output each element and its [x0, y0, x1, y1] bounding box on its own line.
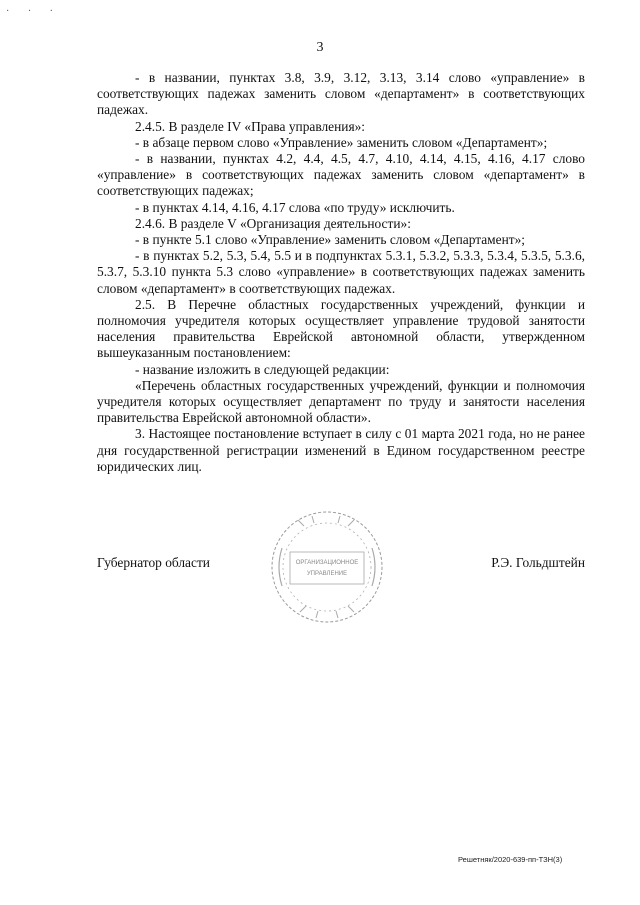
official-seal-stamp	[268, 508, 386, 626]
paragraph: - в пункте 5.1 слово «Управление» заменить словом «Департамент»;	[135, 232, 526, 248]
paragraph: 2.4.5. В разделе IV «Права управления»:	[135, 118, 366, 134]
paragraph: «Перечень областных государственных учреждений, функции и полномочия учредителя которых осуществляет департамент по труду и занятости населения правительства Еврейской автономной области».	[97, 377, 585, 426]
page-number: 3	[316, 40, 324, 55]
paragraph: - в названии, пунктах 3.8, 3.9, 3.12, 3.13, 3.14 слово «управление» в соответствующих падежах заменить словом «департамент» в соответствующих падежах.	[97, 70, 585, 118]
paragraph: - в названии, пунктах 4.2, 4.4, 4.5, 4.7, 4.10, 4.14, 4.15, 4.16, 4.17 слово «управление» в соответствующих падежах заменить словом «департамент» в соответствующих падежах;	[97, 151, 585, 199]
paragraph: 2.5. В Перечне областных государственных учреждений, функции и полномочия учредителя которых осуществляет управление трудовой занятости населения правительства Еврейской автономной области, утвержденном вышеуказанным постановлением:	[97, 296, 585, 361]
paragraph: - название изложить в следующей редакции:	[135, 361, 390, 377]
paragraph: - в пунктах 5.2, 5.3, 5.4, 5.5 и в подпунктах 5.3.1, 5.3.2, 5.3.3, 5.3.4, 5.3.5, 5.3.6, 5.3.7, 5.3.10 пункта 5.3 слово «управление» в соответствующих падежах заменить словом «департамент» в соответствующих падежах.	[97, 248, 585, 296]
stamp-line: УПРАВЛЕНИЕ	[306, 571, 348, 577]
stamp-line: ОРГАНИЗАЦИОННОЕ	[295, 560, 359, 566]
signatory-name: Р.Э. Гольдштейн	[491, 555, 585, 570]
paragraph: - в абзаце первом слово «Управление» заменить словом «Департамент»;	[135, 134, 548, 150]
paragraph: - в пунктах 4.14, 4.16, 4.17 слова «по труду» исключить.	[135, 199, 455, 215]
scan-marks: · · ·	[6, 6, 61, 17]
document-reference-footer: Решетняк/2020-639-пп-ТЗН(3)	[458, 855, 563, 864]
paragraph: 3. Настоящее постановление вступает в силу с 01 марта 2021 года, но не ранее дня государственной регистрации изменений в Едином государственном реестре юридических лиц.	[97, 426, 585, 474]
paragraph: 2.4.6. В разделе V «Организация деятельности»:	[135, 215, 411, 231]
document-body	[97, 70, 585, 475]
signatory-title: Губернатор области	[97, 555, 210, 570]
